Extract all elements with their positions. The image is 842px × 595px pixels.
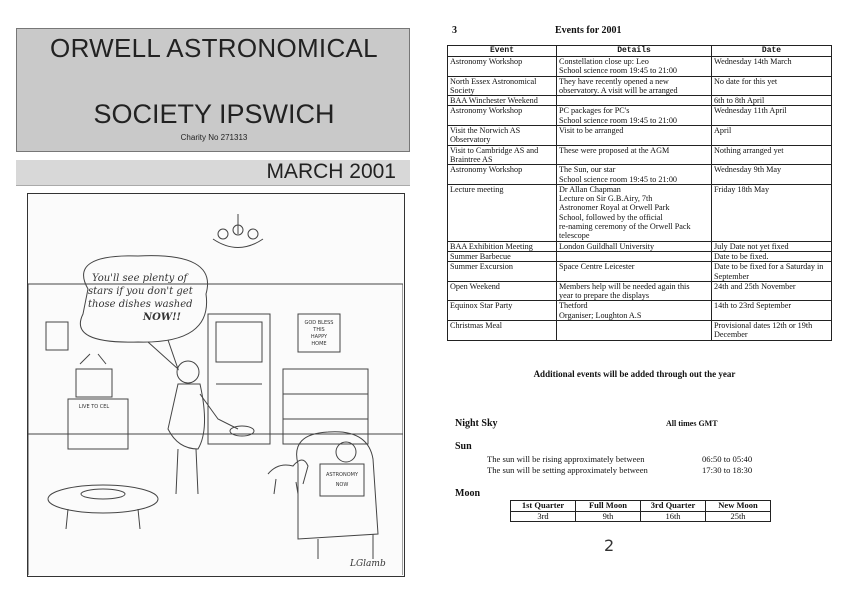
newspaper-line2: NOW [335,482,349,488]
event-date: No date for this yet [712,76,832,96]
speech-line1: You'll see plenty of [92,273,188,284]
speech-line3: those dishes washed [88,299,193,310]
event-date: 24th and 25th November [712,281,832,301]
event-name: Visit to Cambridge AS and Braintree AS [448,145,557,165]
event-date: Date to be fixed. [712,251,832,261]
events-header-row [448,46,832,57]
event-date: Wednesday 9th May [712,165,832,185]
event-date: April [712,126,832,146]
event-details [557,321,712,341]
event-row [448,106,832,126]
event-details [557,106,712,126]
event-row [448,241,832,251]
cartoon-drawing [28,194,403,575]
event-details-line: They have recently opened a new [559,76,669,86]
event-details [557,126,712,146]
event-date: Friday 18th May [712,184,832,241]
event-name: Astronomy Workshop [448,106,557,126]
event-details [557,241,712,251]
plaque-line2: THIS [313,327,325,333]
event-details-line: Visit to be arranged [559,126,624,136]
event-name: Equinox Star Party [448,301,557,321]
events-body [448,57,832,341]
event-date: Wednesday 11th April [712,106,832,126]
moon-date: 3rd [511,511,576,522]
event-details-line: The Sun, our star [559,165,616,175]
event-details [557,262,712,282]
event-row [448,126,832,146]
event-details-line: PC packages for PC's [559,106,630,116]
moon-date: 9th [576,511,641,522]
event-details-line: School science room 19:45 to 21:00 [559,174,678,184]
event-date: July Date not yet fixed [712,241,832,251]
speech-line4: NOW!! [143,312,181,323]
event-row [448,251,832,261]
sun-setting-time: 17:30 to 18:30 [702,465,753,475]
event-details-line: Constellation close up: Leo [559,57,649,66]
event-details-line: observatory. A visit will be arranged [559,85,678,95]
event-date: Provisional dates 12th or 19th December [712,321,832,341]
event-details-line: telescope [559,231,590,241]
moon-date: 16th [641,511,706,522]
event-row [448,145,832,165]
event-details [557,281,712,301]
event-row [448,262,832,282]
plaque-line3: HAPPY [310,334,328,340]
event-date: Wednesday 14th March [712,57,832,77]
event-details-line: Astronomer Royal at Orwell Park [559,203,670,213]
moon-header-row [511,501,771,512]
artist-signature: LGlamb [350,559,386,569]
times-note: All times GMT [666,419,718,428]
event-name: Open Weekend [448,281,557,301]
speech-line2: stars if you don't get [88,286,193,297]
masthead-title-line2: SOCIETY IPSWICH [93,99,335,129]
event-details-line: Space Centre Leicester [559,262,635,272]
moon-date: 25th [706,511,771,522]
newspaper-line1: ASTRONOMY [325,472,359,478]
event-row [448,96,832,106]
event-row [448,57,832,77]
plaque-line1: GOD BLESS [304,320,334,326]
event-row [448,184,832,241]
moon-phases-table [510,500,771,522]
event-date: 6th to 8th April [712,96,832,106]
event-details-line: London Guildhall University [559,241,655,251]
sun-setting-text: The sun will be setting approximately between [487,465,648,475]
event-name: Summer Barbecue [448,251,557,261]
sun-rising-time: 06:50 to 05:40 [702,454,753,464]
event-details-line: Thetford [559,301,588,311]
event-details [557,184,712,241]
sun-heading: Sun [455,441,472,452]
event-details-line: These were proposed at the AGM [559,145,670,155]
event-row [448,76,832,96]
event-details-line: School, followed by the official [559,212,663,222]
tv-label: LIVE TO CEL [78,404,110,410]
event-name: Visit the Norwich AS Observatory [448,126,557,146]
moon-header: New Moon [706,501,771,512]
masthead-title-line1: ORWELL ASTRONOMICAL [50,33,378,63]
issue-bar [16,160,410,186]
event-details-line: School science room 19:45 to 21:00 [559,115,678,125]
event-details [557,165,712,185]
event-details-line: School science room 19:45 to 21:00 [559,66,678,76]
event-details-line: Members help will be needed again this [559,281,690,291]
event-name: North Essex Astronomical Society [448,76,557,96]
event-name: Lecture meeting [448,184,557,241]
event-details-line: year to prepare the displays [559,291,650,301]
event-details [557,251,712,261]
charity-number: Charity No 271313 [180,133,248,142]
event-details [557,301,712,321]
event-row [448,165,832,185]
events-table [447,45,832,341]
event-row [448,321,832,341]
event-name: Summer Excursion [448,262,557,282]
moon-header: 1st Quarter [511,501,576,512]
event-details [557,96,712,106]
handwritten-page-number: 2 [604,536,615,555]
event-details [557,57,712,77]
page-number: 3 [452,25,457,36]
event-name: Astronomy Workshop [448,165,557,185]
event-date: 14th to 23rd September [712,301,832,321]
event-details-line: Dr Allan Chapman [559,184,621,194]
event-details [557,76,712,96]
sun-rising-text: The sun will be rising approximately between [487,454,645,464]
newsletter-cover [0,0,420,595]
events-title: Events for 2001 [555,25,622,36]
event-details-line: Lecture on Sir G.B.Airy, 7th [559,194,653,204]
event-name: BAA Exhibition Meeting [448,241,557,251]
event-name: Christmas Meal [448,321,557,341]
event-details-line: Organiser; Loughton A.S [559,310,642,320]
event-date: Date to be fixed for a Saturday in September [712,262,832,282]
event-details [557,145,712,165]
night-sky-heading: Night Sky [455,418,498,429]
event-row [448,281,832,301]
issue-date: MARCH 2001 [266,160,396,183]
event-name: BAA Winchester Weekend [448,96,557,106]
moon-header: Full Moon [576,501,641,512]
moon-header: 3rd Quarter [641,501,706,512]
event-details-line: re-naming ceremony of the Orwell Pack [559,222,691,232]
masthead [16,28,410,152]
event-row [448,301,832,321]
header-date: Date [712,46,832,57]
moon-dates-row [511,511,771,522]
event-name: Astronomy Workshop [448,57,557,77]
moon-heading: Moon [455,488,480,499]
header-event: Event [448,46,557,57]
header-details: Details [557,46,712,57]
additional-events-note: Additional events will be added through out the year [533,369,736,379]
event-date: Nothing arranged yet [712,145,832,165]
cover-cartoon [27,193,405,577]
plaque-line4: HOME [311,341,327,347]
